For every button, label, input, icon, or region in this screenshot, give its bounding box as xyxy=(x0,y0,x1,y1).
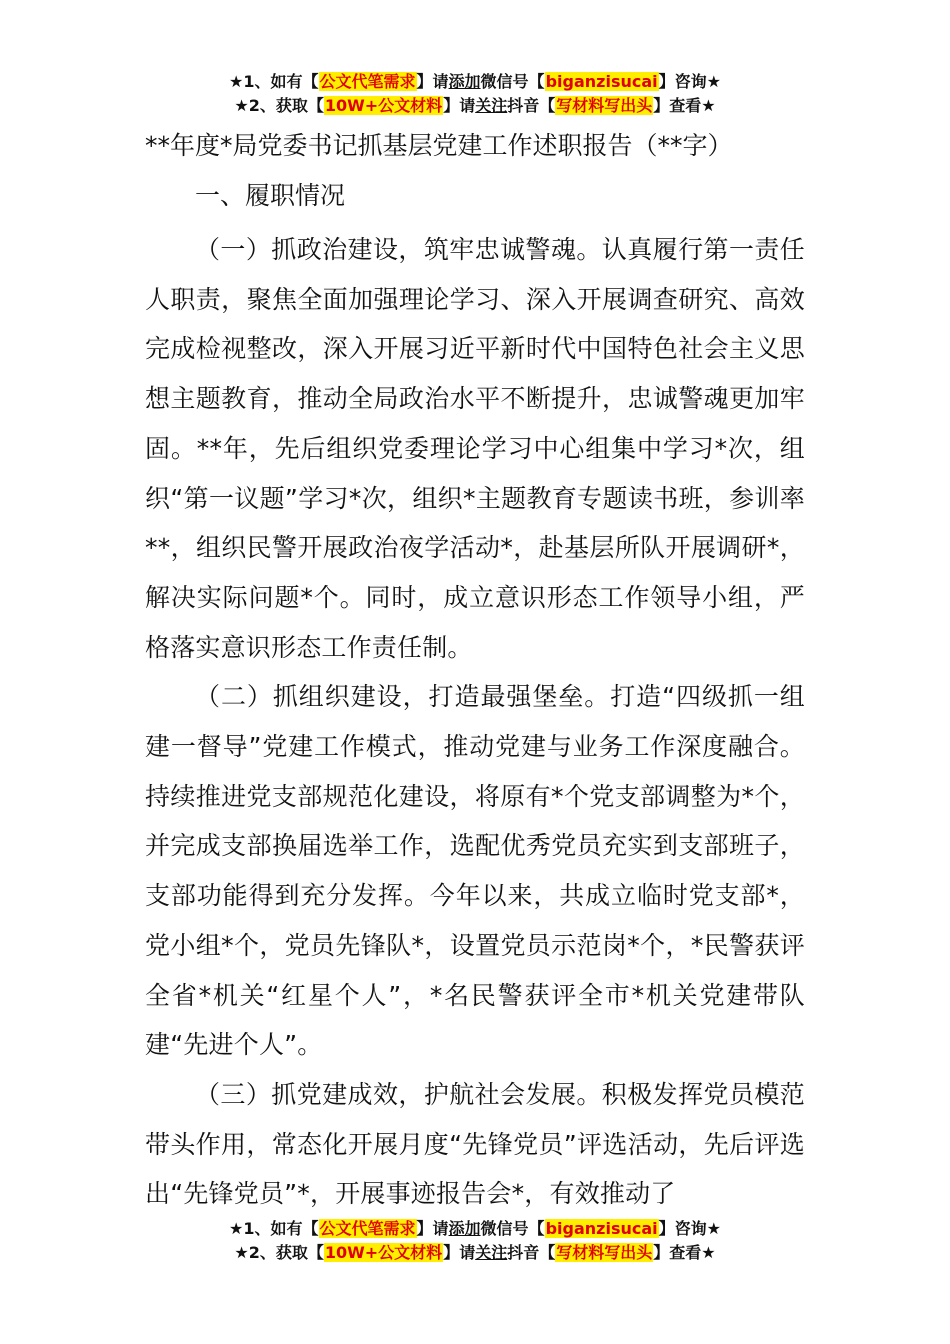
promo-highlight: 公文代笔需求 xyxy=(319,72,416,91)
promo-text: 】请 xyxy=(443,96,476,115)
document-title: **年度*局党委书记抓基层党建工作述职报告（**字） xyxy=(145,131,733,160)
promo-text: 】查看★ xyxy=(653,96,716,115)
promo-text: ★1、如有【 xyxy=(229,1219,319,1238)
promo-highlight: 公文代笔需求 xyxy=(319,1219,416,1238)
promo-highlight: 10W+公文材料 xyxy=(324,1243,443,1262)
promo-text: 】查看★ xyxy=(653,1243,716,1262)
promo-underlined: 添加 xyxy=(448,1219,481,1238)
promo-text: ★2、获取【 xyxy=(234,1243,324,1262)
promo-highlight: biganzisucai xyxy=(545,72,658,91)
promo-underlined: 关注 xyxy=(475,96,508,115)
section-heading: 一、履职情况 xyxy=(195,181,346,210)
top-promo-banner xyxy=(0,70,950,118)
promo-line-2 xyxy=(0,94,950,118)
promo-text: 抖音【 xyxy=(507,96,556,115)
promo-underlined: 关注 xyxy=(475,1243,508,1262)
document-header xyxy=(145,128,805,228)
document-body xyxy=(145,225,805,1219)
promo-underlined: 添加 xyxy=(448,72,481,91)
promo-highlight: 10W+公文材料 xyxy=(324,96,443,115)
promo-text: ★1、如有【 xyxy=(229,72,319,91)
bottom-promo-banner xyxy=(0,1217,950,1265)
promo-highlight: 写材料写出头 xyxy=(556,1243,653,1262)
paragraph-political: （一）抓政治建设，筑牢忠诚警魂。认真履行第一责任人职责，聚焦全面加强理论学习、深入开展调查研究、高效完成检视整改，深入开展习近平新时代中国特色社会主义思想主题教育，推动全局政治水平不断提升，忠诚警魂更加牢固。**年，先后组织党委理论学习中心组集中学习*次，组织“第一议题”学习*次，组织*主题教育专题读书班，参训率**，组织民警开展政治夜学活动*，赴基层所队开展调研*，解决实际问题*个。同时，成立意识形态工作领导小组，严格落实意识形态工作责任制。 xyxy=(145,235,805,662)
promo-text: 】咨询★ xyxy=(658,1219,721,1238)
promo-text: ★2、获取【 xyxy=(234,96,324,115)
paragraph-effectiveness: （三）抓党建成效，护航社会发展。积极发挥党员模范带头作用，常态化开展月度“先锋党员”评选活动，先后评选出“先锋党员”*，开展事迹报告会*，有效推动了 xyxy=(145,1079,805,1209)
promo-line-1 xyxy=(0,1217,950,1241)
paragraph-organization: （二）抓组织建设，打造最强堡垒。打造“四级抓一组建一督导”党建工作模式，推动党建与业务工作深度融合。持续推进党支部规范化建设，将原有*个党支部调整为*个，并完成支部换届选举工作，选配优秀党员充实到支部班子，支部功能得到充分发挥。今年以来，共成立临时党支部*，党小组*个，党员先锋队*，设置党员示范岗*个，*民警获评全省*机关“红星个人”，*名民警获评全市*机关党建带队建“先进个人”。 xyxy=(145,682,805,1060)
promo-line-2 xyxy=(0,1241,950,1265)
promo-text: 】请 xyxy=(443,1243,476,1262)
promo-text: 】请 xyxy=(416,1219,449,1238)
promo-highlight: biganzisucai xyxy=(545,1219,658,1238)
promo-highlight: 写材料写出头 xyxy=(556,96,653,115)
promo-text: 微信号【 xyxy=(480,72,545,91)
promo-line-1 xyxy=(0,70,950,94)
promo-text: 微信号【 xyxy=(480,1219,545,1238)
promo-text: 】请 xyxy=(416,72,449,91)
promo-text: 抖音【 xyxy=(507,1243,556,1262)
promo-text: 】咨询★ xyxy=(658,72,721,91)
